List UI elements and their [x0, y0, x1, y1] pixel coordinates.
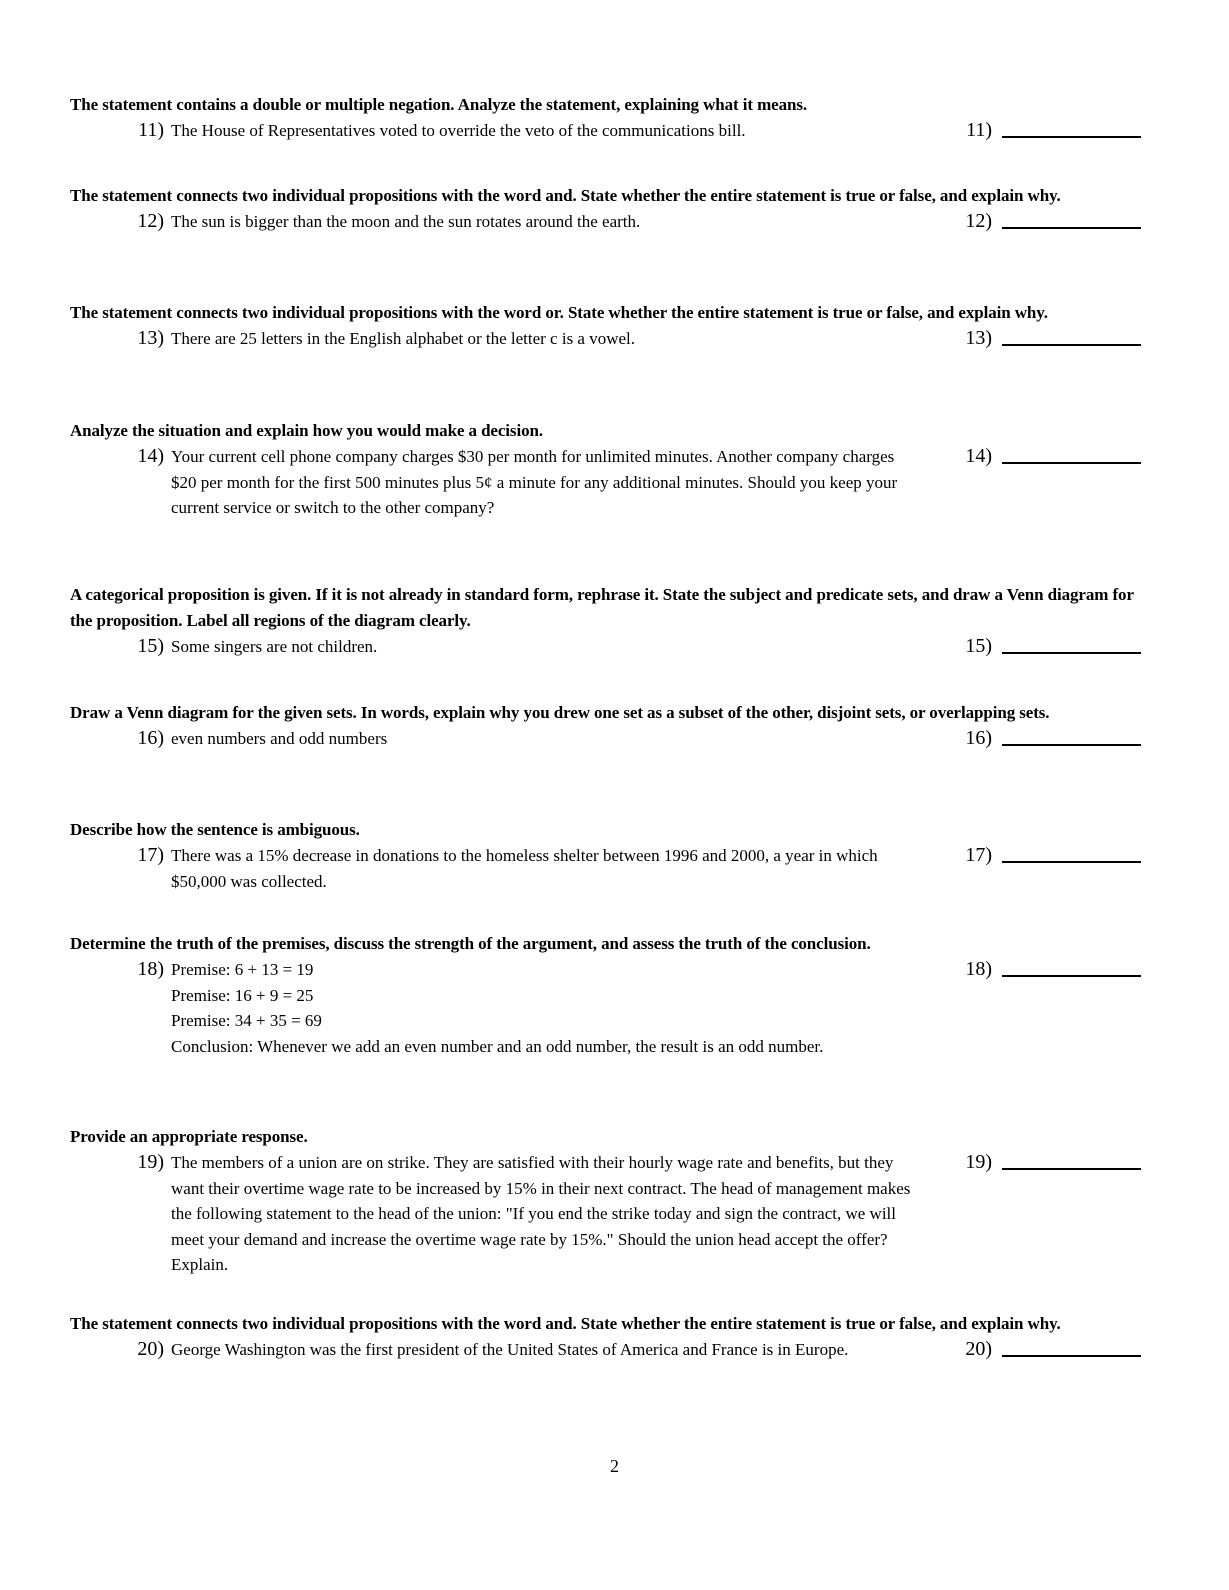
answer-label: 13)	[965, 327, 992, 349]
answer-blank[interactable]	[1002, 861, 1141, 863]
question-number: 12)	[137, 210, 164, 232]
instruction: The statement connects two individual propositions with the word and. State whether the entire statement is true or false, and explain why.	[70, 186, 1061, 205]
answer-blank[interactable]	[1002, 136, 1141, 138]
question-text: Some singers are not children.	[171, 637, 378, 656]
instruction: A categorical proposition is given. If it is not already in standard form, rephrase it. State the subject and predicate sets, and draw a Venn diagram for the proposition. Label all regions of the diagram clearly.	[70, 585, 1134, 630]
answer-blank[interactable]	[1002, 1355, 1141, 1357]
question-text: even numbers and odd numbers	[171, 729, 388, 748]
answer-blank[interactable]	[1002, 1168, 1141, 1170]
answer-label: 16)	[965, 727, 992, 749]
question-number: 17)	[137, 844, 164, 866]
question-block-16	[70, 700, 1145, 752]
question-number: 19)	[137, 1151, 164, 1173]
question-text: George Washington was the first president of the United States of America and France is in Europe.	[171, 1340, 849, 1359]
question-text: Your current cell phone company charges $30 per month for unlimited minutes. Another company charges $20 per month for the first 500 minutes plus 5¢ a minute for any additional minutes. Should you keep your current service or switch to the other company?	[171, 447, 898, 517]
answer-label: 11)	[966, 119, 992, 141]
question-block-14	[70, 418, 1145, 521]
question-block-12	[70, 183, 1145, 235]
answer-blank[interactable]	[1002, 975, 1141, 977]
answer-blank[interactable]	[1002, 652, 1141, 654]
question-16	[70, 726, 1145, 752]
answer-label: 17)	[965, 844, 992, 866]
answer-blank[interactable]	[1002, 744, 1141, 746]
question-11	[70, 118, 1145, 144]
answer-label: 15)	[965, 635, 992, 657]
instruction: The statement connects two individual propositions with the word or. State whether the entire statement is true or false, and explain why.	[70, 303, 1048, 322]
question-block-13	[70, 300, 1145, 352]
instruction: Draw a Venn diagram for the given sets. In words, explain why you drew one set as a subset of the other, disjoint sets, or overlapping sets.	[70, 703, 1050, 722]
question-13	[70, 326, 1145, 352]
question-15	[70, 634, 1145, 660]
question-block-15	[70, 582, 1145, 660]
question-text: Premise: 6 + 13 = 19 Premise: 16 + 9 = 25 Premise: 34 + 35 = 69 Conclusion: Whenever we add an even number and an odd number, the result is an odd number.	[171, 960, 824, 1056]
question-number: 16)	[137, 727, 164, 749]
instruction: The statement contains a double or multiple negation. Analyze the statement, explaining what it means.	[70, 95, 808, 114]
question-block-11	[70, 92, 1145, 144]
question-number: 11)	[138, 119, 164, 141]
instruction: The statement connects two individual propositions with the word and. State whether the entire statement is true or false, and explain why.	[70, 1314, 1061, 1333]
question-block-17	[70, 817, 1145, 894]
answer-blank[interactable]	[1002, 344, 1141, 346]
instruction: Provide an appropriate response.	[70, 1127, 308, 1146]
page-number: 2	[610, 1456, 619, 1476]
question-text: There was a 15% decrease in donations to the homeless shelter between 1996 and 2000, a year in which $50,000 was collected.	[171, 846, 878, 891]
answer-blank[interactable]	[1002, 462, 1141, 464]
question-18	[70, 957, 1145, 1059]
question-20	[70, 1337, 1145, 1363]
question-number: 13)	[137, 327, 164, 349]
question-number: 14)	[137, 445, 164, 467]
question-17	[70, 843, 1145, 894]
answer-label: 14)	[965, 445, 992, 467]
answer-label: 19)	[965, 1151, 992, 1173]
question-block-19	[70, 1124, 1145, 1278]
question-19	[70, 1150, 1145, 1278]
question-number: 18)	[137, 958, 164, 980]
question-text: The sun is bigger than the moon and the sun rotates around the earth.	[171, 212, 641, 231]
instruction: Analyze the situation and explain how you would make a decision.	[70, 421, 543, 440]
question-text: The House of Representatives voted to override the veto of the communications bill.	[171, 121, 746, 140]
instruction: Describe how the sentence is ambiguous.	[70, 820, 360, 839]
question-block-20	[70, 1311, 1145, 1363]
question-text: The members of a union are on strike. They are satisfied with their hourly wage rate and benefits, but they want their overtime wage rate to be increased by 15% in their next contract. The head of management makes the following statement to the head of the union: "If you end the strike today and sign the contract, we will meet your demand and increase the overtime wage rate by 15%." Should the union head accept the offer? Explain.	[171, 1153, 911, 1274]
question-number: 20)	[137, 1338, 164, 1360]
answer-label: 20)	[965, 1338, 992, 1360]
question-block-18	[70, 931, 1145, 1059]
answer-label: 18)	[965, 958, 992, 980]
instruction: Determine the truth of the premises, discuss the strength of the argument, and assess the truth of the conclusion.	[70, 934, 871, 953]
question-text: There are 25 letters in the English alphabet or the letter c is a vowel.	[171, 329, 636, 348]
question-12	[70, 209, 1145, 235]
answer-label: 12)	[965, 210, 992, 232]
question-number: 15)	[137, 635, 164, 657]
question-14	[70, 444, 1145, 521]
answer-blank[interactable]	[1002, 227, 1141, 229]
